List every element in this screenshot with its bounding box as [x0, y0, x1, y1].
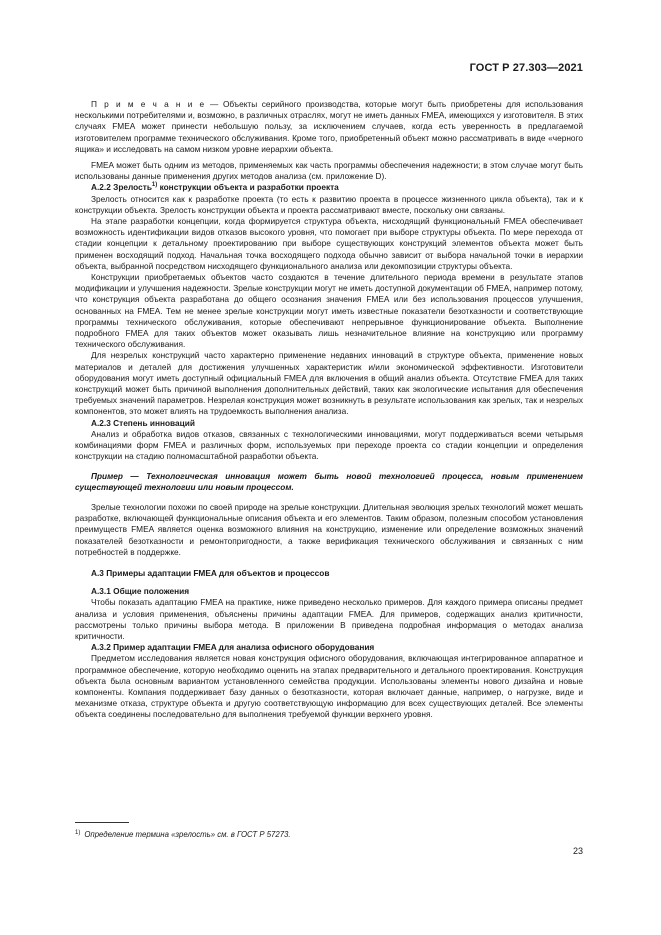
- footnote-ref: 1): [151, 182, 158, 189]
- section-heading-a23: А.2.3 Степень инноваций: [91, 417, 195, 428]
- footnote-text: Определение термина «зрелость» см. в ГОСТ Р 57273.: [84, 830, 291, 839]
- document-id: ГОСТ Р 27.303—2021: [469, 62, 583, 74]
- paragraph: Конструкции приобретаемых объектов часто создаются в течение длительного периода времени в результате этапов модификации и улучшения надежности. Зрелые конструкции могут не иметь доступной документации об FMEA, например потому, что конструкция объекта разработана до общего осознания значения FMEA или без использования процессов улучшения, основанных на FMEA. Тем не менее зрелые конструкции могут иметь известные показатели безотказности и соответствующие программы технического обслуживания, которые обеспечивают непрерывное функционирование объекта. Выполнение подробного FMEA для таких объектов может оказывать лишь незначительное влияние на конструкцию или программу технического обслуживания.: [75, 272, 583, 350]
- section-heading-a22: А.2.2 Зрелость$^{1)}$ конструкции объекта и разработки проекта: [91, 182, 339, 193]
- paragraph: Зрелые технологии похожи по своей природе на зрелые конструкции. Длительная эволюция зрелых технологий может мешать разработке, включающей функциональные описания объекта и его элементов. Таким образом, полезным способом установления преимуществ FMEA является оценка возможного влияния на конструкцию, изменение или определение возможных значений показателей безотказности и ремонтопригодности, а также верификация технического обслуживания и связанных с ним потребностей в поддержке.: [75, 501, 583, 557]
- page-number: 23: [572, 846, 583, 856]
- paragraph: Анализ и обработка видов отказов, связанных с технологическими инновациями, могут поддерживаться всеми четырьмя комбинациями форм FMEA и различных форм, используемых при переходе проекта со стадии концепции и определения конструкции на стадию полномасштабной разработки объекта.: [75, 428, 583, 462]
- note-text: — Объекты серийного производства, которые могут быть приобретены для использования несколькими потребителями и, возможно, в различных отраслях, могут не иметь данных FMEA, имеющихся у изготовителя. В этих случаях FMEA может принести небольшую пользу, за исключением случаев, когда есть уверенность в предлагаемой изготовителем программе технического обслуживания. Кроме того, приобретенный объект можно рассматривать в виде «черного ящика» и исследовать на самом низком уровне иерархии объекта.: [75, 99, 583, 154]
- paragraph: FMEA может быть одним из методов, применяемых как часть программы обеспечения надежности; в этом случае могут быть использованы данные применения других методов анализа (см. приложение D).: [75, 160, 583, 182]
- body-text: [75, 99, 583, 721]
- footnote: [75, 828, 583, 840]
- section-heading-a3: А.3 Примеры адаптации FMEA для объектов и процессов: [91, 567, 330, 578]
- paragraph: Предметом исследования является новая конструкция офисного оборудования, включающая интегрированное аппаратное и программное обеспечение, которую необходимо оценить на этапах предварительного и детального проектирования. Конструкция объекта была основным вариантом установленного семейства продукции. Использованы элементы нового дизайна и новые компоненты. Компания поддерживает базу данных о безотказности, которая включает данные, например, о нагрузке, виде и механизме отказа, структуре объекта и другую соответствующую информацию для всех существующих деталей. Все элементы объекта соединены последовательно для выполнения требуемой функции верхнего уровня.: [75, 653, 583, 720]
- example-paragraph: Пример — Технологическая инновация может быть новой технологией процесса, новым применением существующей технологии или новым процессом.: [75, 470, 583, 492]
- paragraph: На этапе разработки концепции, когда формируется структура объекта, нисходящий функциональный FMEA обеспечивает возможность идентификации видов отказов высокого уровня, что помогает при выборе структуры объекта. По мере перехода от стадии концепции к детальному проектированию при выборе существующих конструкций элементов объекта может быть применен восходящий подход. Начальная точка восходящего подхода обычно зависит от выбора начальной точки в иерархии объекта, выбранной посредством нисходящего функционального анализа или декомпозиции структуры объекта.: [75, 216, 583, 271]
- paragraph: Зрелость относится как к разработке проекта (то есть к развитию проекта в процессе жизненного цикла объекта), так и к конструкции объекта. Зрелость конструкции объекта и проекта рассматривают вместе, поскольку они связаны.: [75, 193, 583, 215]
- section-heading-a32: А.3.2 Пример адаптации FMEA для анализа офисного оборудования: [91, 642, 375, 653]
- note-label: П р и м е ч а н и е: [91, 99, 206, 109]
- paragraph: Для незрелых конструкций часто характерно применение недавних инноваций в структуре объекта, применение новых материалов и деталей для достижения улучшенных характеристик и/или экономической эффективности. Изготовители оборудования могут иметь доступный официальный FMEA для включения в общий анализ объекта. Отсутствие FMEA для таких конструкций может быть причиной выполнения дополнительных действий, таких как экологические испытания для обеспечения требуемых значений параметров. Незрелая конструкция может возникнуть в результате использования как зрелых, так и незрелых компонентов, это может влиять на трудоемкость выполнения анализа.: [75, 350, 583, 417]
- paragraph: Чтобы показать адаптацию FMEA на практике, ниже приведено несколько примеров. Для каждого примера описаны предмет анализа и условия применения, объяснены причины адаптации FMEA. Для примеров, содержащих анализ критичности, рассмотрены только причины выбора метода. В приложении В приведена подробная информация о методах анализа критичности.: [75, 597, 583, 641]
- note-paragraph: [75, 99, 583, 155]
- footnote-divider: [75, 822, 129, 823]
- section-heading-a31: А.3.1 Общие положения: [91, 586, 190, 597]
- footnote-mark: 1): [75, 830, 81, 836]
